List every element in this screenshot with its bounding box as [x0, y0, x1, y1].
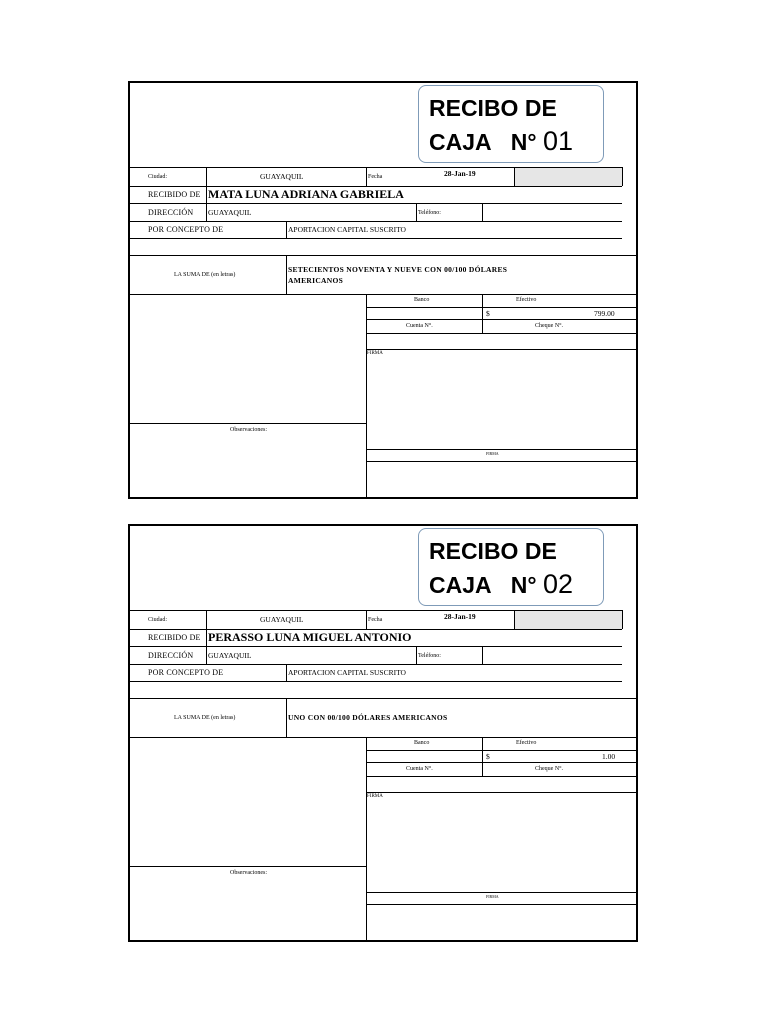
cheque-label: Cheque N°.: [535, 766, 564, 772]
telefono-label: Teléfono:: [418, 653, 441, 659]
receipt-title: [418, 528, 604, 606]
cuenta-label: Cuenta N°.: [406, 766, 433, 772]
title-caja: CAJA: [429, 572, 492, 598]
banco-label: Banco: [414, 297, 430, 303]
banco-label: Banco: [414, 740, 430, 746]
concepto-label: POR CONCEPTO DE: [148, 668, 224, 677]
direccion-label: DIRECCIÓN: [148, 651, 194, 660]
recibido-label: RECIBIDO DE: [148, 190, 201, 199]
title-line-1: RECIBO DE: [429, 538, 557, 564]
recibido-label: RECIBIDO DE: [148, 633, 201, 642]
suma-line-1: UNO CON 00/100 DÓLARES AMERICANOS: [288, 713, 448, 722]
title-no: N°: [510, 572, 537, 598]
ciudad-label: Ciudad:: [148, 174, 167, 180]
efectivo-label: Efectivo: [516, 297, 537, 303]
receipt-number: 02: [543, 569, 574, 599]
concepto-value: APORTACION CAPITAL SUSCRITO: [288, 668, 406, 677]
observaciones-label: Observaciones:: [230, 870, 267, 876]
receipt-1: [128, 81, 638, 499]
fecha-value: 28-Jan-19: [444, 169, 476, 178]
cuenta-label: Cuenta N°.: [406, 323, 433, 329]
amount-value: 1.00: [602, 752, 616, 761]
amount-value: 799.00: [594, 309, 615, 318]
concepto-value: APORTACION CAPITAL SUSCRITO: [288, 225, 406, 234]
title-no: N°: [510, 129, 537, 155]
suma-label: LA SUMA DE (en letras): [174, 715, 236, 721]
currency-symbol: $: [486, 752, 490, 761]
direccion-value: GUAYAQUIL: [208, 651, 252, 660]
recibido-value: PERASSO LUNA MIGUEL ANTONIO: [208, 630, 412, 644]
ciudad-value: GUAYAQUIL: [260, 172, 304, 181]
ciudad-value: GUAYAQUIL: [260, 615, 304, 624]
fecha-label: Fecha: [368, 174, 383, 180]
fecha-value: 28-Jan-19: [444, 612, 476, 621]
receipt-number: 01: [543, 126, 574, 156]
cheque-label: Cheque N°.: [535, 323, 564, 329]
currency-symbol: $: [486, 309, 490, 318]
suma-label: LA SUMA DE (en letras): [174, 272, 236, 278]
fecha-label: Fecha: [368, 617, 383, 623]
direccion-label: DIRECCIÓN: [148, 208, 194, 217]
title-caja: CAJA: [429, 129, 492, 155]
receipt-title: [418, 85, 604, 163]
title-line-1: RECIBO DE: [429, 95, 557, 121]
suma-line-2: AMERICANOS: [288, 276, 344, 285]
suma-line-1: SETECIENTOS NOVENTA Y NUEVE CON 00/100 DÓLARES: [288, 265, 508, 274]
efectivo-label: Efectivo: [516, 740, 537, 746]
firma-bottom-label: FIRMA: [486, 451, 499, 456]
concepto-label: POR CONCEPTO DE: [148, 225, 224, 234]
observaciones-label: Observaciones:: [230, 427, 267, 433]
recibido-value: MATA LUNA ADRIANA GABRIELA: [208, 187, 404, 201]
receipt-2: [128, 524, 638, 942]
telefono-label: Teléfono:: [418, 210, 441, 216]
ciudad-label: Ciudad:: [148, 617, 167, 623]
firma-bottom-label: FIRMA: [486, 894, 499, 899]
direccion-value: GUAYAQUIL: [208, 208, 252, 217]
firma-label: FIRMA: [367, 351, 383, 356]
firma-label: FIRMA: [367, 794, 383, 799]
